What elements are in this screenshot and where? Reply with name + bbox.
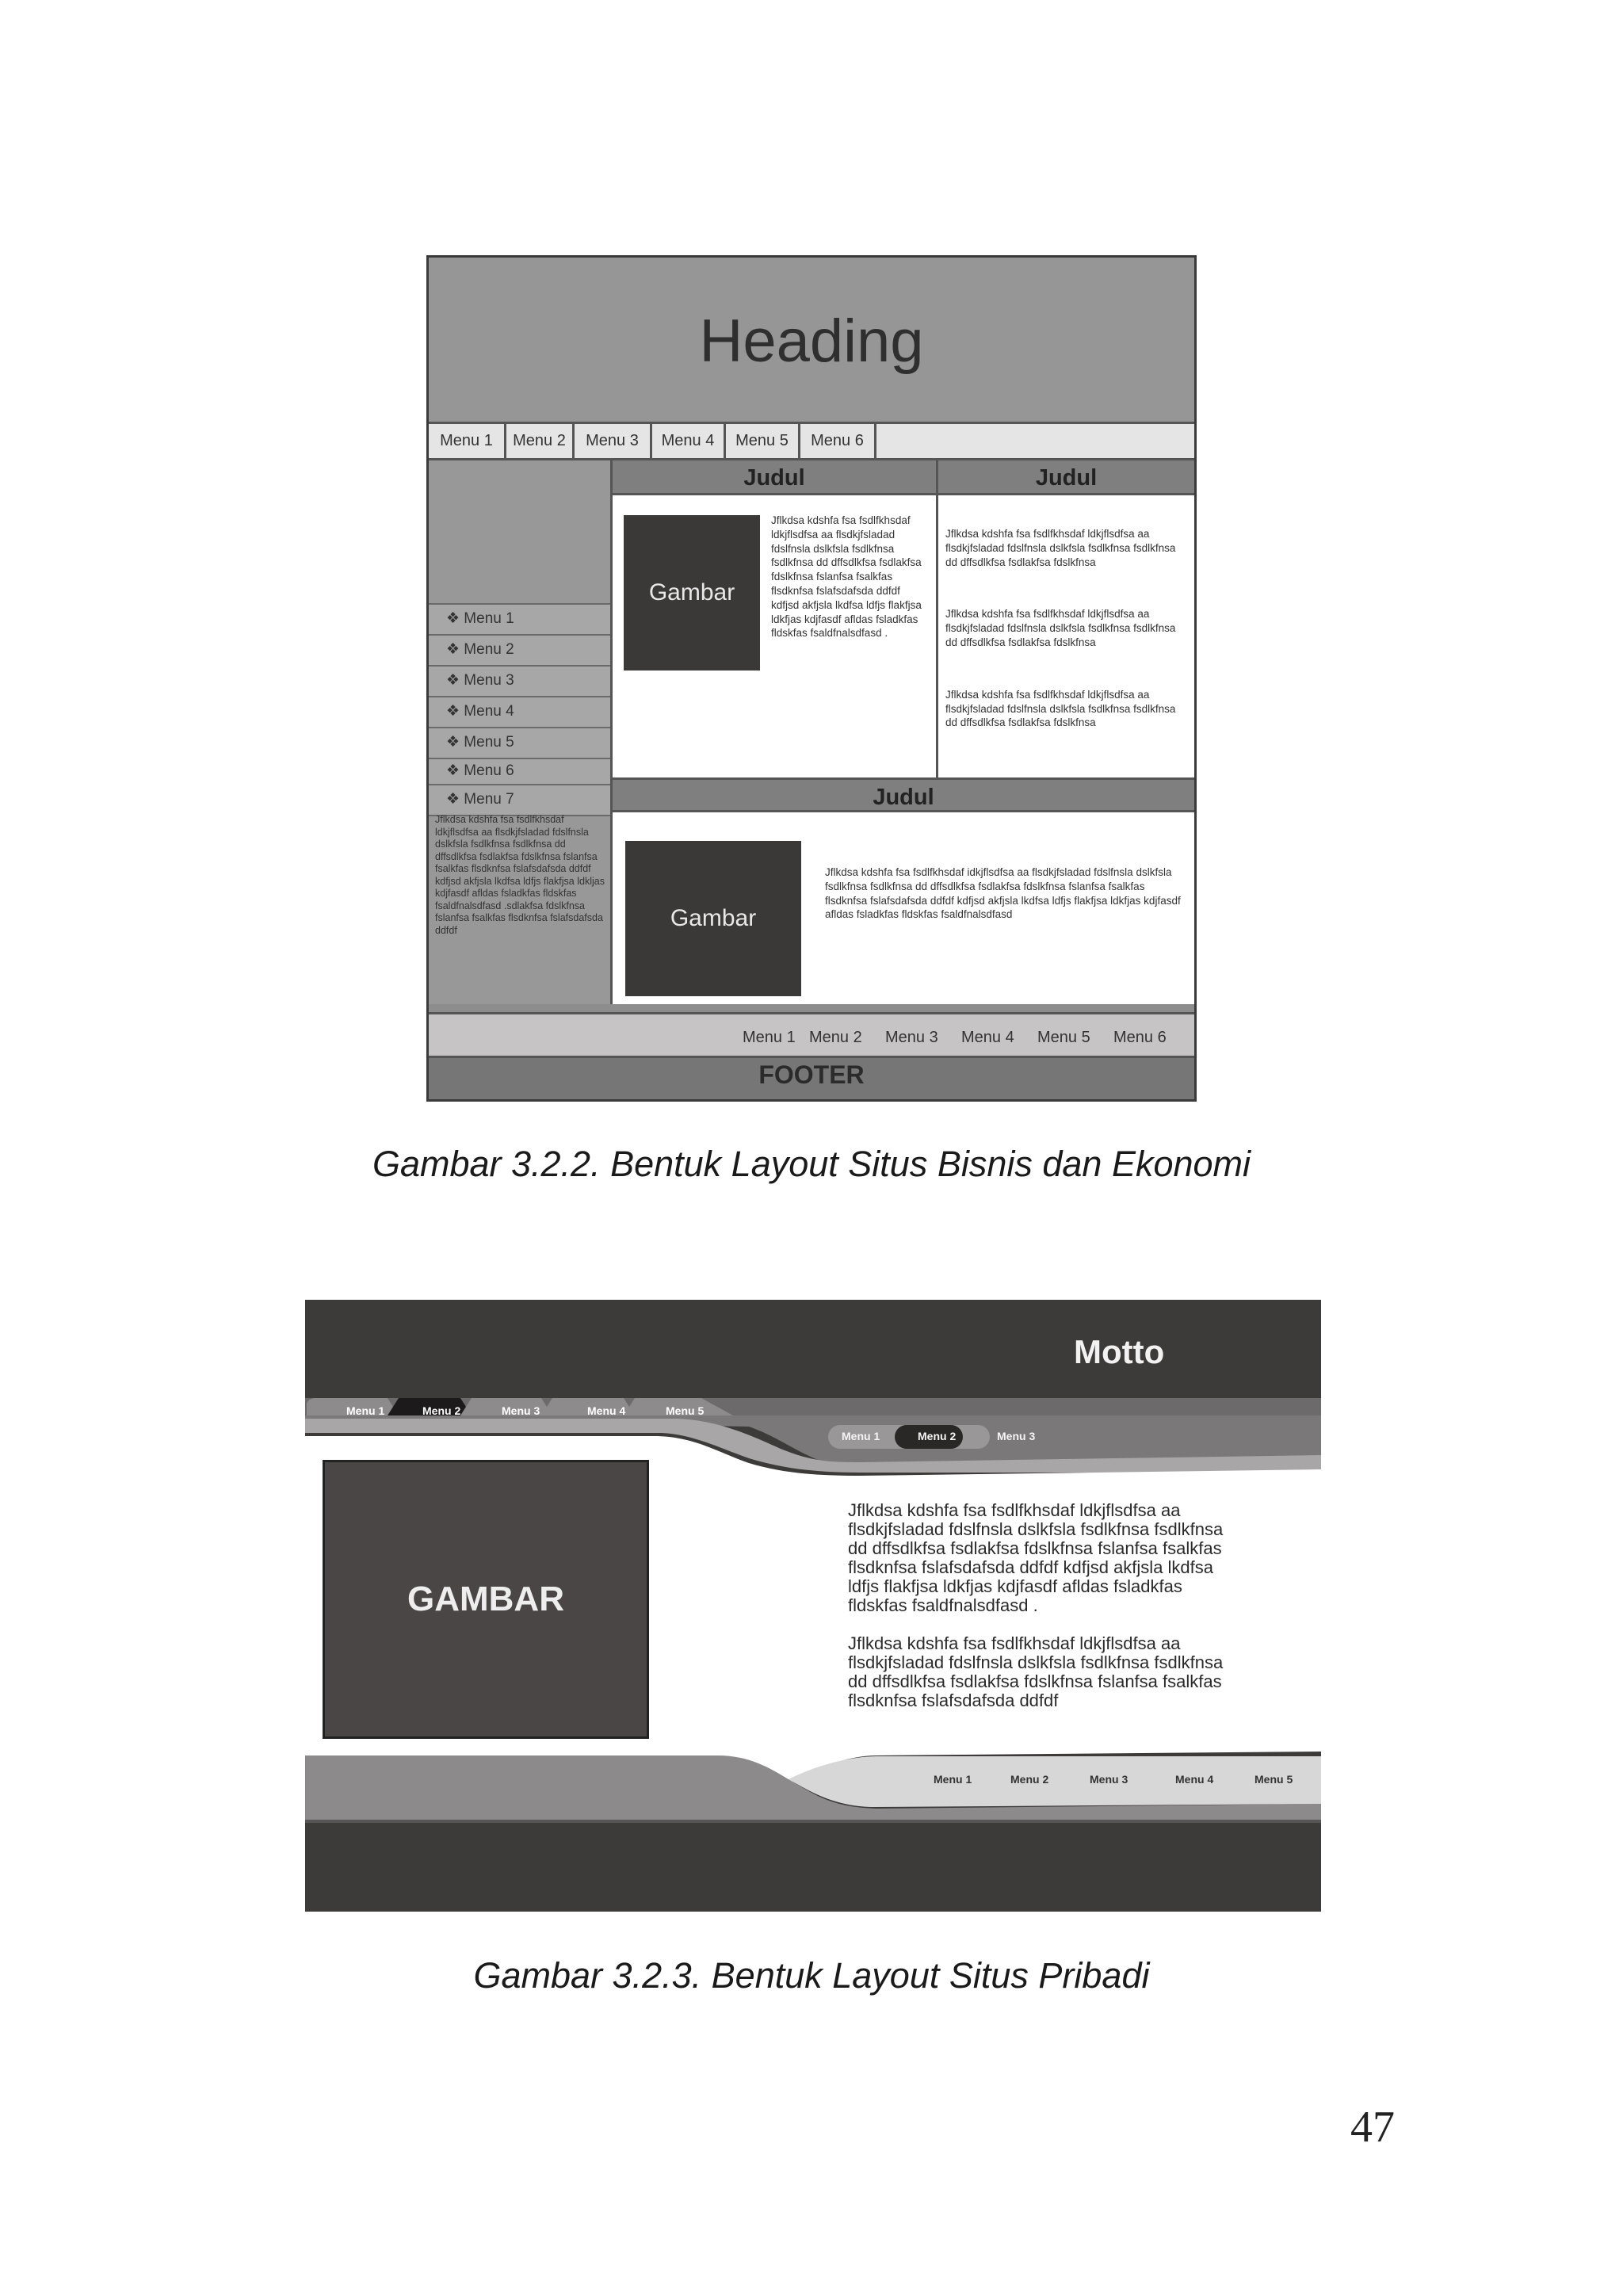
mock-side-menu-item: ❖ Menu 4	[429, 696, 610, 727]
mock-footer-menu-item: Menu 2	[809, 1029, 862, 1046]
mock-top-nav-item: Menu 4	[652, 424, 726, 458]
mock-body-text: Jflkdsa kdshfa fsa fsdlfkhsdaf idkjflsdfsa aa flsdkjfsladad fdslfnsla dslkfsla fsdlkfnsa fsdlkfnsa dd dffsdlkfsa fsdlakfsa fdslkfnsa fslanfsa fsalkfas flsdknfsa fslafsdafsda ddfdf kdfjsd akfjsla lkdfsa ldfjs flakfjsa ldkfjas kdjfasdf afldas fsladkfas fldskfas fsaldfnalsdfasd	[825, 866, 1181, 921]
mock-footer-menu-item: Menu 6	[1113, 1029, 1167, 1046]
mock-pill-active: Menu 2	[918, 1430, 957, 1442]
mock-sidebar	[429, 460, 613, 1004]
mock-section-title: Judul	[613, 460, 936, 495]
mock-top-nav-item: Menu 5	[726, 424, 800, 458]
mock-body-text	[848, 1501, 1244, 1729]
mock-side-menu-item: ❖ Menu 3	[429, 665, 610, 696]
mock-side-menu-item: ❖ Menu 7	[429, 784, 610, 816]
mock-tab: Menu 4	[587, 1404, 626, 1417]
mock-footer-menu-item: Menu 2	[1010, 1773, 1049, 1786]
mock-footer-menu	[429, 1012, 1194, 1056]
mock-section-title: Judul	[613, 777, 1194, 812]
page-number: 47	[1350, 2103, 1395, 2152]
mock-top-nav-item: Menu 6	[800, 424, 876, 458]
mock-tab: Menu 3	[502, 1404, 540, 1417]
mock-body-text: Jflkdsa kdshfa fsa fsdlfkhsdaf ldkjflsdfsa aa flsdkjfsladad fdslfnsla dslkfsla fsdlkfnsa fsdlkfnsa dd dffsdlkfsa fsdlakfsa fdslkfnsa	[945, 608, 1176, 648]
mock-tab: Menu 5	[666, 1404, 705, 1417]
figure-personal-layout	[305, 1300, 1321, 1912]
mock-section-title: Judul	[936, 460, 1194, 495]
mock-footer-menu-item: Menu 1	[934, 1773, 972, 1786]
mock-side-menu-item: ❖ Menu 1	[429, 603, 610, 634]
figure-caption: Gambar 3.2.2. Bentuk Layout Situs Bisnis dan Ekonomi	[372, 1144, 1251, 1184]
mock-top-nav	[429, 424, 1194, 460]
mock-top-nav-item: Menu 1	[429, 424, 506, 458]
mock-tab: Menu 1	[346, 1404, 385, 1417]
mock-top-nav-item: Menu 3	[575, 424, 652, 458]
mock-main-content	[613, 460, 1194, 1004]
mock-footer-menu-item: Menu 1	[743, 1029, 796, 1046]
mock-image-placeholder: Gambar	[624, 515, 760, 670]
mock-paragraph: Jflkdsa kdshfa fsa fsdlfkhsdaf ldkjflsdfsa aa flsdkjfsladad fdslfnsla dslkfsla fsdlkfnsa fsdlkfnsa dd dffsdlkfsa fsdlakfsa fdslkfnsa fslanfsa fsalkfas flsdknfsa fslafsdafsda ddfdf	[848, 1633, 1224, 1710]
mock-right-column	[945, 527, 1188, 768]
mock-side-menu-item: ❖ Menu 2	[429, 634, 610, 665]
mock-footer-menu-item: Menu 3	[1090, 1773, 1128, 1786]
mock-top-nav-item: Menu 2	[506, 424, 575, 458]
mock-tab-active: Menu 2	[422, 1404, 461, 1417]
mock-header	[429, 258, 1194, 424]
mock-body-text: Jflkdsa kdshfa fsa fsdlfkhsdaf ldkjflsdfsa aa flsdkjfsladad fdslfnsla dslkfsla fsdlkfnsa fsdlkfnsa dd dffsdlkfsa fsdlakfsa fdslkfnsa fslanfsa fsalkfas flsdknfsa fslafsdafsda ddfdf kdfjsd akfjsla lkdfsa ldfjs flakfjsa ldkfjas kdjfasdf afldas fsladkfas fldskfas fsaldfnalsdfasd .	[771, 514, 922, 640]
mock-footer-menu-item: Menu 4	[1175, 1773, 1214, 1786]
mock-heading: Heading	[699, 308, 924, 375]
mock-pill: Menu 3	[997, 1430, 1036, 1442]
mock-footer-menu-item: Menu 3	[885, 1029, 938, 1046]
mock-side-menu	[429, 603, 610, 816]
mock-body-text: Jflkdsa kdshfa fsa fsdlfkhsdaf ldkjflsdfsa aa flsdkjfsladad fdslfnsla dslkfsla fsdlkfnsa fsdlkfnsa dd dffsdlkfsa fsdlakfsa fdslkfnsa	[945, 688, 1176, 729]
mock-image-placeholder: GAMBAR	[323, 1460, 649, 1739]
column-divider	[936, 495, 938, 777]
mock-pill: Menu 1	[842, 1430, 880, 1442]
mock-side-menu-item: ❖ Menu 5	[429, 727, 610, 758]
mock-footer-menu-item: Menu 4	[961, 1029, 1014, 1046]
figure-caption: Gambar 3.2.3. Bentuk Layout Situs Pribadi	[473, 1955, 1150, 1996]
mock-footer-menu-item: Menu 5	[1037, 1029, 1090, 1046]
mock-paragraph: Jflkdsa kdshfa fsa fsdlfkhsdaf ldkjflsdfsa aa flsdkjfsladad fdslfnsla dslkfsla fsdlkfnsa fsdlkfnsa dd dffsdlkfsa fsdlakfsa fdslkfnsa fslanfsa fsalkfas flsdknfsa fslafsdafsda ddfdf kdfjsd akfjsla lkdfsa ldfjs flakfjsa ldkfjas kdjfasdf afldas fsladkfas fldskfas fsaldfnalsdfasd .	[848, 1500, 1224, 1615]
mock-footer-menu-item: Menu 5	[1254, 1773, 1293, 1786]
mock-sidebar-text: Jflkdsa kdshfa fsa fsdlfkhsdaf ldkjflsdfsa aa flsdkjfsladad fdslfnsla dslkfsla fsdlkfnsa fsdlkfnsa dd dffsdlkfsa fsdlakfsa fdslkfnsa fslanfsa fsalkfas flsdknfsa fslafsdafsda ddfdf kdfjsd akfjsla lkdfsa ldfjs flakfjsa ldkljas kdjfasdf afldas fsladkfas fldskfas fsaldfnalsdfasd .sdlakfsa fdslkfnsa fslanfsa fsalkfas flsdknfsa fslafsdafsda ddfdf	[435, 814, 605, 936]
mock-footer: FOOTER	[429, 1056, 1194, 1099]
figure-business-layout	[426, 255, 1197, 1102]
mock-side-menu-item: ❖ Menu 6	[429, 758, 610, 784]
mock-body-text: Jflkdsa kdshfa fsa fsdlfkhsdaf ldkjflsdfsa aa flsdkjfsladad fdslfnsla dslkfsla fsdlkfnsa fsdlkfnsa dd dffsdlkfsa fsdlakfsa fdslkfnsa	[945, 528, 1176, 568]
mock-motto: Motto	[1074, 1333, 1165, 1370]
mock-image-placeholder: Gambar	[625, 841, 801, 996]
